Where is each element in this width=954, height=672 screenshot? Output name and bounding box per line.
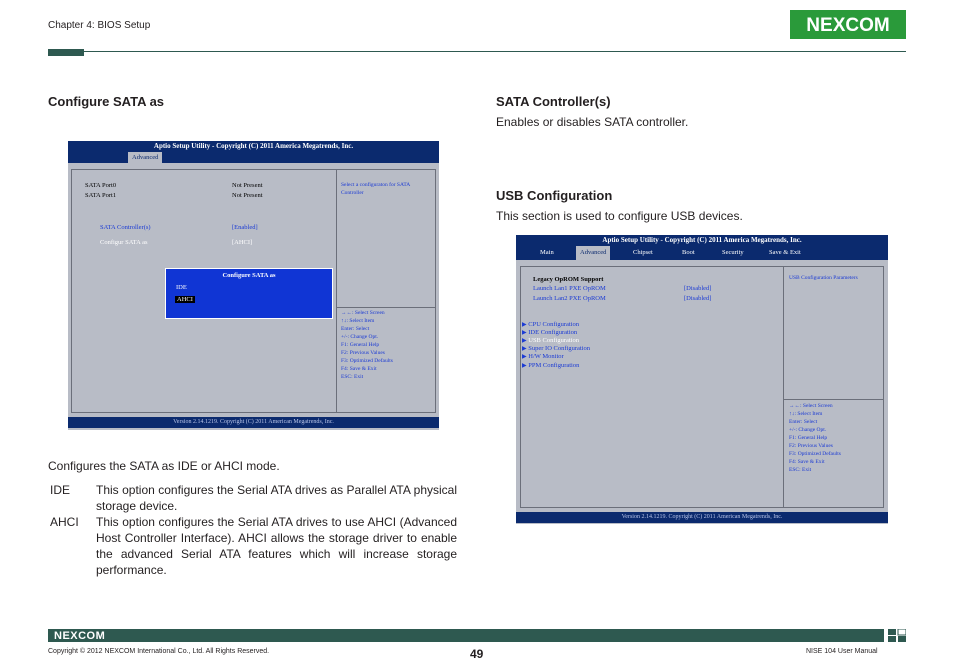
bios-title: Aptio Setup Utility - Copyright (C) 2011 America Megatrends, Inc. [68,141,439,152]
header-rule [48,51,906,52]
bios-help-hr [784,399,884,400]
arrow-right-icon: ▶ [522,322,527,328]
popup-option-ahci[interactable]: AHCI [177,296,193,303]
row-sata-port1-value: Not Present [232,192,263,199]
row-lan1-value[interactable]: [Disabled] [684,285,712,292]
help-key: F1: General Help [789,435,828,441]
tab-chipset[interactable]: Chipset [633,249,653,256]
row-lan2-label[interactable]: Launch Lan2 PXE OpROM [533,295,606,302]
help-key: F1: General Help [341,342,380,348]
footer-squares-icon [888,629,906,642]
help-select-config: Select a configuraton for SATA Controller [341,182,410,196]
row-configure-sata-value[interactable]: [AHCI] [232,239,253,246]
tab-advanced[interactable]: Advanced [128,152,162,163]
row-sata-controller-label[interactable]: SATA Controller(s) [100,224,151,231]
row-configure-sata-label[interactable]: Configur SATA as [100,239,148,246]
row-lan1-label[interactable]: Launch Lan1 PXE OpROM [533,285,606,292]
help-key: F3: Optimized Defaults [789,451,841,457]
page-number: 49 [470,647,484,661]
legacy-oprom-label: Legacy OpROM Support [533,276,604,283]
bios-footer: Version 2.14.1219. Copyright (C) 2011 American Megatrends, Inc. [516,512,888,523]
help-key: →←: Select Screen [341,310,385,316]
submenu-label: CPU Configuration [528,321,579,328]
help-usb-params: USB Configuration Parameters [789,275,858,281]
help-key: F2: Previous Values [789,443,833,449]
arrow-right-icon: ▶ [522,338,527,344]
nexcom-logo [790,10,906,39]
bios-menubar [516,246,888,260]
configure-sata-popup [165,268,333,319]
footer-bar [48,629,884,642]
submenu-ppm[interactable] [522,362,579,370]
submenu-cpu[interactable] [522,321,579,329]
term-ide: IDE [50,483,71,497]
submenu-super-io[interactable] [522,345,590,353]
help-key: +/-: Change Opt. [789,427,827,433]
submenu-label: USB Configuration [528,337,579,344]
usb-config-text: This section is used to configure USB devices. [496,209,743,223]
arrow-right-icon: ▶ [522,346,527,352]
submenu-label: H/W Monitor [528,353,564,360]
submenu-label: PPM Configuration [528,362,580,369]
help-key: →←: Select Screen [789,403,833,409]
arrow-right-icon: ▶ [522,354,527,360]
help-key: Enter: Select [341,326,370,332]
chapter-title: Chapter 4: BIOS Setup [48,20,151,31]
submenu-hw-monitor[interactable] [522,353,564,361]
help-key: F2: Previous Values [341,350,385,356]
row-sata-port0-value: Not Present [232,182,263,189]
tab-save-exit[interactable]: Save & Exit [769,249,801,256]
row-sata-port1-label: SATA Port1 [85,192,117,199]
submenu-label: Super IO Configuration [528,345,590,352]
help-key: ↑↓: Select Item [789,411,823,417]
help-key: ↑↓: Select Item [341,318,375,324]
help-key: ESC: Exit [341,374,364,380]
tab-security[interactable]: Security [722,249,744,256]
sata-controller-heading: SATA Controller(s) [496,94,611,109]
configure-sata-heading: Configure SATA as [48,94,165,109]
help-key: Enter: Select [789,419,818,425]
help-key: F4: Save & Exit [341,366,377,372]
help-key: ESC: Exit [789,467,812,473]
help-key: F4: Save & Exit [789,459,825,465]
bios-help-divider [336,169,337,413]
arrow-right-icon: ▶ [522,330,527,336]
tab-advanced[interactable]: Advanced [576,246,610,260]
bios-menubar [68,152,439,163]
footer-copyright: Copyright © 2012 NEXCOM International Co., Ltd. All Rights Reserved. [48,648,270,655]
svg-text:NEXCOM: NEXCOM [806,15,890,36]
bios-help-divider [783,266,784,508]
submenu-label: IDE Configuration [528,329,578,336]
usb-config-heading: USB Configuration [496,188,613,203]
row-sata-port0-label: SATA Port0 [85,182,117,189]
submenu-usb[interactable] [522,337,579,345]
bios-help-hr [337,307,436,308]
bios-screenshot-usb [516,235,888,524]
help-key: F3: Optimized Defaults [341,358,393,364]
help-key: +/-: Change Opt. [341,334,379,340]
header-tab-marker [48,49,84,56]
term-ahci: AHCI [50,515,79,529]
arrow-right-icon: ▶ [522,363,527,369]
footer-logo: NEXCOM [54,630,106,642]
desc-ahci: This option configures the Serial ATA drives to use AHCI (Advanced Host Controller Interface). AHCI allows the storage driver to enable the advanced Serial ATA features which will increase storage performance. [96,515,457,577]
sata-controller-text: Enables or disables SATA controller. [496,115,689,129]
desc-ide: This option configures the Serial ATA drives as Parallel ATA physical storage device. [96,483,457,513]
tab-boot[interactable]: Boot [682,249,695,256]
row-sata-controller-value[interactable]: [Enabled] [232,224,258,231]
bios-footer: Version 2.14.1219. Copyright (C) 2011 American Megatrends, Inc. [68,417,439,428]
bios-title: Aptio Setup Utility - Copyright (C) 2011 America Megatrends, Inc. [516,235,888,246]
submenu-ide[interactable] [522,329,577,337]
popup-title: Configure SATA as [222,272,276,279]
manual-title: NISE 104 User Manual [806,648,878,655]
tab-main[interactable]: Main [540,249,554,256]
sata-mode-intro: Configures the SATA as IDE or AHCI mode. [48,459,280,473]
row-lan2-value[interactable]: [Disabled] [684,295,712,302]
bios-screenshot-sata [68,141,439,430]
popup-option-ide[interactable]: IDE [176,284,187,291]
